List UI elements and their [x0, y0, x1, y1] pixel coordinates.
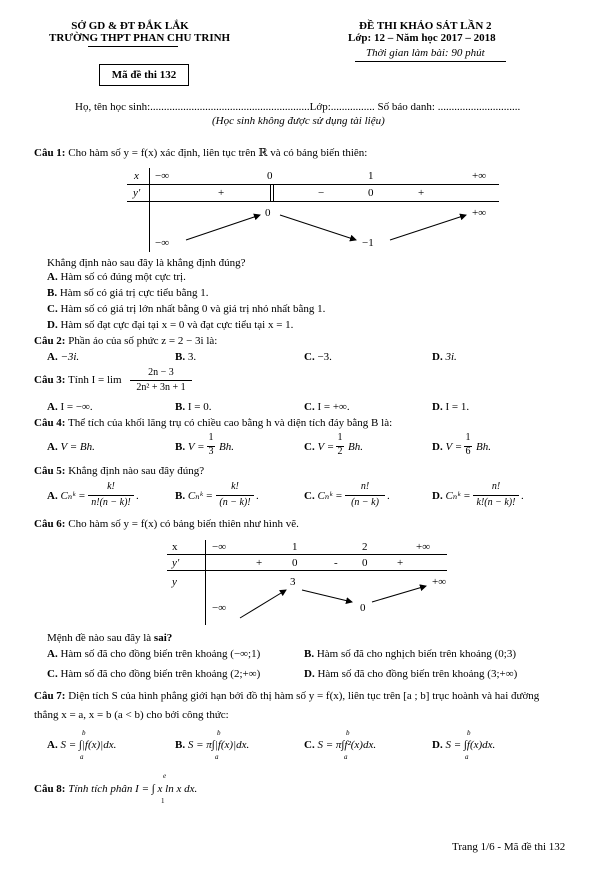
q2-text: Phần ảo của số phức z = 2 − 3i là:	[68, 335, 218, 347]
q5-c-post: .	[387, 490, 390, 502]
q7-a-upper: b	[82, 729, 86, 737]
q6-dy-label: y'	[172, 557, 180, 569]
q1-option-d[interactable]: D. Hàm số đạt cực đại tại x = 0 và đạt cực tiểu tại x = 1.	[47, 319, 294, 331]
exam-time: Thời gian làm bài: 90 phút	[366, 47, 485, 59]
q5-a-post: .	[136, 490, 139, 502]
q6-y-pos-inf: +∞	[432, 576, 447, 588]
q1-dy-minus: −	[318, 187, 325, 199]
q7-a-lower: a	[80, 753, 84, 761]
q4-b-post: Bh.	[219, 441, 234, 453]
q6-y-0: 0	[360, 602, 366, 614]
q4-option-b[interactable]: B. V =	[175, 441, 205, 453]
q5-a-den: n!(n − k)!	[91, 497, 131, 508]
q7-c-lower: a	[344, 753, 348, 761]
q1-y-0: 0	[265, 207, 271, 219]
q7-option-c[interactable]: C. S = π∫f²(x)dx.	[304, 739, 377, 751]
q6-y-label: y	[172, 576, 177, 588]
q3-option-c[interactable]: C. I = +∞.	[304, 401, 350, 413]
q6-dy-minus: -	[334, 557, 338, 569]
q6-prompt-bold: sai?	[153, 632, 173, 644]
header-dept: SỞ GD & ĐT ĐẮK LẮK	[71, 20, 189, 32]
q1-x-label: x	[134, 170, 139, 182]
q6-dy-zero-1: 0	[292, 557, 298, 569]
q7-d-lower: a	[465, 753, 469, 761]
q7-b-lower: a	[215, 753, 219, 761]
q1-y-neg-inf: −∞	[155, 237, 170, 249]
q6-text: Cho hàm số y = f(x) có bảng biến thiên như hình vẽ.	[68, 518, 299, 530]
q4-d-post: Bh.	[476, 441, 491, 453]
exam-code: Mã đề thi 132	[111, 69, 177, 81]
q8-upper: e	[163, 772, 167, 780]
q2-option-b[interactable]: B. 3.	[175, 351, 197, 363]
q6-arrow-up-1	[240, 590, 286, 618]
q7-stem-1	[34, 690, 539, 703]
q7-text-1: Diện tích S của hình phẳng giới hạn bởi đồ thị hàm số y = f(x), liên tục trên [a ; b] trục hoành và hai đường	[68, 690, 540, 702]
q6-x-label: x	[172, 541, 178, 553]
q6-arrow-down	[302, 590, 352, 602]
q8-label: Câu 8:	[34, 783, 66, 795]
q4-c-num: 1	[337, 432, 343, 443]
q6-x-1: 1	[292, 541, 298, 553]
q5-c-den: (n − k)	[351, 497, 379, 508]
q8-text: Tính tích phân I = ∫ x ln x dx.	[68, 783, 198, 795]
q1-x-0: 0	[267, 170, 273, 182]
q8-stem	[34, 783, 197, 796]
q5-d-post: .	[521, 490, 524, 502]
q1-x-pos-inf: +∞	[472, 170, 487, 182]
q3-text: Tính I = lim	[68, 374, 122, 386]
student-info-line: Họ, tên học sinh:..........................................................Lớp:................ Số báo danh: ..............................	[75, 101, 521, 113]
q7-option-d[interactable]: D. S = ∫f(x)dx.	[432, 739, 496, 751]
q6-dy-plus-1: +	[256, 557, 263, 569]
q6-arrow-up-2	[372, 586, 426, 602]
q6-y-3: 3	[290, 576, 296, 588]
q1-x-neg-inf: −∞	[155, 170, 170, 182]
q7-b-upper: b	[217, 729, 221, 737]
q5-option-a[interactable]: A. Cₙᵏ =	[47, 490, 86, 502]
q6-option-c[interactable]: C. Hàm số đã cho đồng biến trên khoảng (2;+∞)	[47, 668, 261, 680]
grade-year: Lớp: 12 – Năm học 2017 – 2018	[348, 32, 496, 44]
q7-stem-2: thẳng x = a, x = b (a < b) cho bởi công thức:	[34, 709, 229, 721]
q4-d-num: 1	[465, 432, 471, 443]
q6-label: Câu 6:	[34, 518, 66, 530]
q4-option-c[interactable]: C. V =	[304, 441, 335, 453]
q6-dy-plus-2: +	[397, 557, 404, 569]
q4-c-post: Bh.	[348, 441, 363, 453]
q4-text: Thể tích của khối lăng trụ có chiều cao bằng h và diện tích đáy bằng B là:	[68, 417, 393, 429]
q3-option-b[interactable]: B. I = 0.	[175, 401, 212, 413]
q6-y-neg-inf: −∞	[212, 602, 227, 614]
q7-option-a[interactable]: A. S = ∫|f(x)|dx.	[47, 739, 117, 751]
q5-label: Câu 5:	[34, 465, 66, 477]
q4-d-den: 6	[465, 446, 471, 457]
q7-c-upper: b	[346, 729, 350, 737]
q6-option-b[interactable]: B. Hàm số đã cho nghịch biến trên khoảng (0;3)	[304, 648, 517, 660]
q6-prompt-text: Mệnh đề nào sau đây là	[47, 632, 154, 644]
q2-option-d[interactable]: D. 3i.	[432, 351, 457, 363]
q6-option-a[interactable]: A. Hàm số đã cho đồng biến trên khoảng (−∞;1)	[47, 648, 261, 660]
q1-dy-zero: 0	[368, 187, 374, 199]
q1-option-b[interactable]: B. Hàm số có giá trị cực tiểu bằng 1.	[47, 287, 209, 299]
q5-b-den: (n − k)!	[219, 497, 251, 508]
q6-x-pos-inf: +∞	[416, 541, 431, 553]
q1-option-a[interactable]: A. Hàm số có đúng một cực trị.	[47, 271, 186, 283]
q1-prompt: Khẳng định nào sau đây là khẳng định đúng?	[47, 257, 246, 269]
q3-option-a[interactable]: A. I = −∞.	[47, 401, 93, 413]
q6-option-d[interactable]: D. Hàm số đã cho đồng biến trên khoảng (3;+∞)	[304, 668, 518, 680]
q3-label: Câu 3:	[34, 374, 66, 386]
q1-dy-plus-1: +	[218, 187, 225, 199]
q1-x-1: 1	[368, 170, 374, 182]
q5-option-d[interactable]: D. Cₙᵏ =	[432, 490, 471, 502]
q2-option-c[interactable]: C. −3.	[304, 351, 332, 363]
q1-option-c[interactable]: C. Hàm số có giá trị lớn nhất bằng 0 và giá trị nhỏ nhất bằng 1.	[47, 303, 326, 315]
header-school: TRƯỜNG THPT PHAN CHU TRINH	[49, 32, 231, 44]
q2-option-a[interactable]: A. −3i.	[47, 351, 80, 363]
q3-denominator: 2n² + 3n + 1	[136, 382, 186, 393]
q5-b-num: k!	[231, 481, 239, 492]
q2-label: Câu 2:	[34, 335, 66, 347]
q1-y-pos-inf: +∞	[472, 207, 487, 219]
q1-dy-plus-2: +	[418, 187, 425, 199]
q4-b-num: 1	[208, 432, 214, 443]
q7-d-upper: b	[467, 729, 471, 737]
q1-dy-label: y′	[133, 187, 141, 199]
q5-d-den: k!(n − k)!	[476, 497, 516, 508]
exam-title: ĐỀ THI KHẢO SÁT LẦN 2	[359, 20, 492, 32]
q1-text: Cho hàm số y = f(x) xác định, liên tục trên ℝ và có bảng biến thiên:	[68, 147, 368, 159]
q5-a-num: k!	[107, 481, 115, 492]
q5-c-num: n!	[360, 481, 370, 492]
q4-label: Câu 4:	[34, 417, 66, 429]
q4-b-den: 3	[208, 446, 214, 457]
q5-option-c[interactable]: C. Cₙᵏ =	[304, 490, 343, 502]
q8-lower: 1	[161, 797, 165, 805]
q6-dy-zero-2: 0	[362, 557, 368, 569]
q1-y-neg-1: −1	[362, 237, 374, 249]
q5-text: Khẳng định nào sau đây đúng?	[68, 465, 205, 477]
q5-d-num: n!	[491, 481, 501, 492]
q7-label: Câu 7:	[34, 690, 66, 702]
q6-x-neg-inf: −∞	[212, 541, 227, 553]
q6-prompt	[47, 632, 172, 645]
page-footer: Trang 1/6 - Mã đề thi 132	[452, 841, 566, 853]
q7-option-b[interactable]: B. S = π∫|f(x)|dx.	[175, 739, 250, 751]
q4-option-d[interactable]: D. V =	[432, 441, 463, 453]
q5-b-post: .	[256, 490, 259, 502]
q3-option-d[interactable]: D. I = 1.	[432, 401, 470, 413]
no-materials-note: (Học sinh không được sử dụng tài liệu)	[212, 115, 385, 127]
q4-c-den: 2	[337, 446, 343, 457]
q3-numerator: 2n − 3	[148, 367, 174, 378]
q1-label: Câu 1:	[34, 147, 66, 159]
q5-option-b[interactable]: B. Cₙᵏ =	[175, 490, 213, 502]
q6-x-2: 2	[362, 541, 368, 553]
q4-option-a[interactable]: A. V = Bh.	[47, 441, 95, 453]
